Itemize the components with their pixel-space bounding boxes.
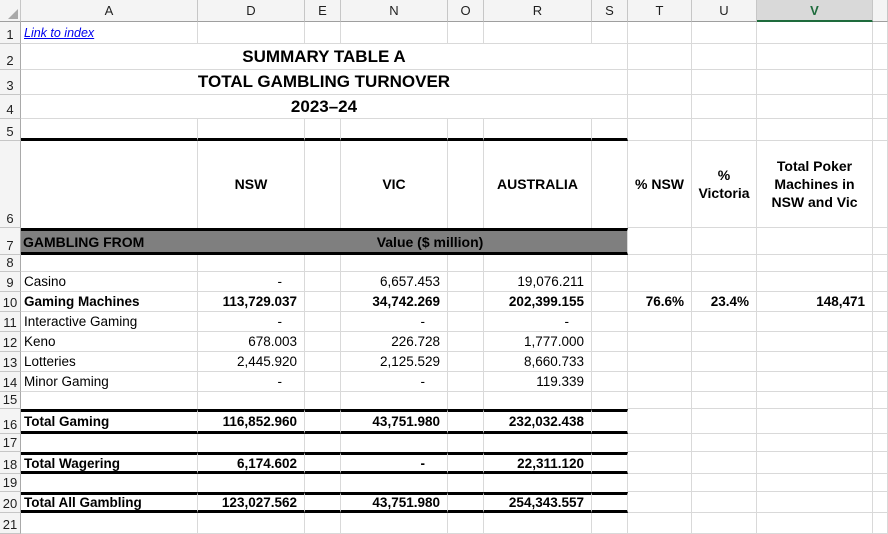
empty-cell[interactable]: [757, 255, 873, 272]
cell-header-pct-nsw[interactable]: % NSW: [628, 141, 692, 228]
row-21: [0, 513, 888, 534]
cell-total-wagering-australia[interactable]: 22,311.120: [484, 452, 592, 474]
cell-total-all-gambling-nsw[interactable]: 123,027.562: [198, 492, 305, 513]
cell-keno-vic[interactable]: 226.728: [341, 332, 448, 352]
cell-total-gaming-label[interactable]: Total Gaming: [21, 409, 198, 434]
empty-cell[interactable]: [448, 141, 484, 228]
select-all-corner[interactable]: [0, 0, 21, 22]
empty-cell[interactable]: [448, 312, 484, 332]
empty-cell[interactable]: [484, 255, 592, 272]
empty-cell[interactable]: [692, 372, 757, 392]
empty-cell[interactable]: [692, 452, 757, 474]
empty-cell[interactable]: [873, 272, 888, 292]
empty-cell[interactable]: [873, 22, 888, 44]
empty-cell[interactable]: [757, 95, 873, 119]
empty-cell[interactable]: [484, 474, 592, 492]
empty-cell[interactable]: [757, 119, 873, 141]
empty-cell[interactable]: [305, 474, 341, 492]
row-10: [0, 292, 888, 312]
empty-cell[interactable]: [341, 119, 448, 141]
empty-cell[interactable]: [692, 332, 757, 352]
empty-cell[interactable]: [628, 513, 692, 534]
empty-cell[interactable]: [484, 22, 592, 44]
empty-cell[interactable]: [692, 352, 757, 372]
empty-cell[interactable]: [592, 119, 628, 141]
empty-cell[interactable]: [873, 392, 888, 409]
row-6: [0, 141, 888, 228]
empty-cell[interactable]: [21, 141, 198, 228]
empty-cell[interactable]: [757, 409, 873, 434]
empty-cell[interactable]: [341, 474, 448, 492]
empty-cell[interactable]: [305, 119, 341, 141]
row-number-15[interactable]: 15: [0, 392, 21, 409]
cell-lotteries-label[interactable]: Lotteries: [21, 352, 198, 372]
empty-cell[interactable]: [873, 228, 888, 255]
cell-lotteries-australia[interactable]: 8,660.733: [484, 352, 592, 372]
empty-cell[interactable]: [592, 332, 628, 352]
empty-cell[interactable]: [628, 332, 692, 352]
row-number-6[interactable]: 6: [0, 141, 21, 228]
empty-cell[interactable]: [757, 70, 873, 95]
empty-cell[interactable]: [21, 119, 198, 141]
cell-total-wagering-vic[interactable]: -: [341, 452, 448, 474]
row-number-7[interactable]: 7: [0, 228, 21, 255]
cell-total-wagering-nsw[interactable]: 6,174.602: [198, 452, 305, 474]
empty-cell[interactable]: [484, 392, 592, 409]
empty-cell[interactable]: [692, 409, 757, 434]
empty-cell[interactable]: [757, 513, 873, 534]
cell-minor-gaming-label[interactable]: Minor Gaming: [21, 372, 198, 392]
empty-cell[interactable]: [305, 312, 341, 332]
empty-cell[interactable]: [592, 513, 628, 534]
empty-cell[interactable]: [692, 70, 757, 95]
empty-cell[interactable]: [873, 452, 888, 474]
cell-casino-vic[interactable]: 6,657.453: [341, 272, 448, 292]
empty-cell[interactable]: [628, 352, 692, 372]
row-number-4[interactable]: 4: [0, 95, 21, 119]
cell-poker-machines-value[interactable]: 148,471: [757, 292, 873, 312]
empty-cell[interactable]: [757, 22, 873, 44]
empty-cell[interactable]: [628, 492, 692, 513]
empty-cell[interactable]: [592, 255, 628, 272]
empty-cell[interactable]: [305, 141, 341, 228]
empty-cell[interactable]: [757, 228, 873, 255]
row-11: [0, 312, 888, 332]
empty-cell[interactable]: [628, 392, 692, 409]
empty-cell[interactable]: [757, 452, 873, 474]
title-total-gambling-turnover[interactable]: TOTAL GAMBLING TURNOVER: [21, 70, 628, 95]
empty-cell[interactable]: [341, 434, 448, 452]
row-15: [0, 392, 888, 409]
column-header-T[interactable]: T: [628, 0, 692, 22]
empty-cell[interactable]: [198, 22, 305, 44]
empty-cell[interactable]: [757, 352, 873, 372]
empty-cell[interactable]: [21, 255, 198, 272]
empty-cell[interactable]: [305, 292, 341, 312]
empty-cell[interactable]: [592, 141, 628, 228]
cell-interactive-gaming-nsw[interactable]: -: [198, 312, 305, 332]
cell-interactive-gaming-label[interactable]: Interactive Gaming: [21, 312, 198, 332]
empty-cell[interactable]: [592, 312, 628, 332]
row-number-13[interactable]: 13: [0, 352, 21, 372]
row-2: [0, 44, 888, 70]
empty-cell[interactable]: [873, 492, 888, 513]
cell-total-gaming-australia[interactable]: 232,032.438: [484, 409, 592, 434]
row-number-21[interactable]: 21: [0, 513, 21, 534]
empty-cell[interactable]: [628, 434, 692, 452]
row-7: [0, 228, 888, 255]
row-5: [0, 119, 888, 141]
empty-cell[interactable]: [692, 272, 757, 292]
empty-cell[interactable]: [757, 434, 873, 452]
column-header-R[interactable]: R: [484, 0, 592, 22]
empty-cell[interactable]: [198, 434, 305, 452]
empty-cell[interactable]: [873, 312, 888, 332]
empty-cell[interactable]: [873, 332, 888, 352]
empty-cell[interactable]: [305, 272, 341, 292]
empty-cell[interactable]: [448, 452, 484, 474]
empty-cell[interactable]: [448, 352, 484, 372]
cell-gaming-machines-australia[interactable]: 202,399.155: [484, 292, 592, 312]
empty-cell[interactable]: [448, 332, 484, 352]
cell-total-gaming-vic[interactable]: 43,751.980: [341, 409, 448, 434]
empty-cell[interactable]: [757, 474, 873, 492]
row-20: [0, 492, 888, 513]
row-number-14[interactable]: 14: [0, 372, 21, 392]
empty-cell[interactable]: [628, 119, 692, 141]
empty-cell[interactable]: [448, 372, 484, 392]
empty-cell[interactable]: [305, 434, 341, 452]
cell-link-to-index[interactable]: [21, 22, 198, 44]
empty-cell[interactable]: [484, 434, 592, 452]
cell-total-gaming-nsw[interactable]: 116,852.960: [198, 409, 305, 434]
empty-cell[interactable]: [628, 372, 692, 392]
empty-cell[interactable]: [873, 70, 888, 95]
empty-cell[interactable]: [484, 513, 592, 534]
row-number-20[interactable]: 20: [0, 492, 21, 513]
empty-cell[interactable]: [305, 372, 341, 392]
empty-cell[interactable]: [305, 255, 341, 272]
cell-keno-nsw[interactable]: 678.003: [198, 332, 305, 352]
row-number-11[interactable]: 11: [0, 312, 21, 332]
empty-cell[interactable]: [628, 474, 692, 492]
empty-cell[interactable]: [873, 434, 888, 452]
empty-cell[interactable]: [628, 22, 692, 44]
row-13: [0, 352, 888, 372]
empty-cell[interactable]: [305, 392, 341, 409]
empty-cell[interactable]: [873, 513, 888, 534]
empty-cell[interactable]: [692, 312, 757, 332]
banner-gambling-from: GAMBLING FROM: [23, 233, 145, 250]
empty-cell[interactable]: [448, 492, 484, 513]
empty-cell[interactable]: [692, 492, 757, 513]
cell-minor-gaming-vic[interactable]: -: [341, 372, 448, 392]
empty-cell[interactable]: [628, 70, 692, 95]
column-header-D[interactable]: D: [198, 0, 305, 22]
row-17: [0, 434, 888, 452]
cell-minor-gaming-nsw[interactable]: -: [198, 372, 305, 392]
empty-cell[interactable]: [873, 372, 888, 392]
empty-cell[interactable]: [873, 44, 888, 70]
row-16: [0, 409, 888, 434]
empty-cell[interactable]: [448, 434, 484, 452]
cell-total-wagering-label[interactable]: Total Wagering: [21, 452, 198, 474]
cell-casino-nsw[interactable]: -: [198, 272, 305, 292]
cell-keno-label[interactable]: Keno: [21, 332, 198, 352]
cell-gaming-machines-vic[interactable]: 34,742.269: [341, 292, 448, 312]
empty-cell[interactable]: [448, 272, 484, 292]
empty-cell[interactable]: [21, 392, 198, 409]
empty-cell[interactable]: [198, 513, 305, 534]
empty-cell[interactable]: [628, 95, 692, 119]
row-1: [0, 22, 888, 44]
empty-cell[interactable]: [628, 272, 692, 292]
row-number-16[interactable]: 16: [0, 409, 21, 434]
empty-cell[interactable]: [692, 22, 757, 44]
title-summary-table[interactable]: SUMMARY TABLE A: [21, 44, 628, 70]
row-number-1[interactable]: 1: [0, 22, 21, 44]
empty-cell[interactable]: [692, 474, 757, 492]
empty-cell[interactable]: [592, 372, 628, 392]
cell-total-all-gambling-vic[interactable]: 43,751.980: [341, 492, 448, 513]
row-number-2[interactable]: 2: [0, 44, 21, 70]
column-header-A[interactable]: A: [21, 0, 198, 22]
row-number-19[interactable]: 19: [0, 474, 21, 492]
empty-cell[interactable]: [757, 492, 873, 513]
column-header-E[interactable]: E: [305, 0, 341, 22]
cell-gaming-machines-nsw[interactable]: 113,729.037: [198, 292, 305, 312]
empty-cell[interactable]: [628, 44, 692, 70]
empty-cell[interactable]: [305, 452, 341, 474]
empty-cell[interactable]: [592, 474, 628, 492]
cell-header-poker-machines[interactable]: Total Poker Machines in NSW and Vic: [757, 141, 873, 228]
cell-minor-gaming-australia[interactable]: 119.339: [484, 372, 592, 392]
cell-gambling-from-banner[interactable]: [21, 228, 628, 255]
empty-cell[interactable]: [592, 392, 628, 409]
empty-cell[interactable]: [305, 513, 341, 534]
empty-cell[interactable]: [692, 513, 757, 534]
banner-value-million: Value ($ million): [376, 233, 484, 250]
column-header-O[interactable]: O: [448, 0, 484, 22]
empty-cell[interactable]: [198, 474, 305, 492]
row-number-5[interactable]: 5: [0, 119, 21, 141]
empty-cell[interactable]: [873, 95, 888, 119]
cell-header-pct-victoria[interactable]: % Victoria: [692, 141, 757, 228]
empty-cell[interactable]: [628, 452, 692, 474]
cell-keno-australia[interactable]: 1,777.000: [484, 332, 592, 352]
empty-cell[interactable]: [757, 392, 873, 409]
row-8: [0, 255, 888, 272]
empty-cell[interactable]: [692, 255, 757, 272]
empty-cell[interactable]: [448, 292, 484, 312]
cell-header-australia[interactable]: AUSTRALIA: [484, 141, 592, 228]
cell-total-all-gambling-australia[interactable]: 254,343.557: [484, 492, 592, 513]
column-header-S[interactable]: S: [592, 0, 628, 22]
empty-cell[interactable]: [757, 44, 873, 70]
empty-cell[interactable]: [448, 22, 484, 44]
empty-cell[interactable]: [21, 434, 198, 452]
empty-cell[interactable]: [692, 392, 757, 409]
empty-cell[interactable]: [592, 409, 628, 434]
empty-cell[interactable]: [448, 474, 484, 492]
link-to-index[interactable]: Link to index: [24, 25, 95, 40]
cell-total-all-gambling-label[interactable]: Total All Gambling: [21, 492, 198, 513]
empty-cell[interactable]: [305, 332, 341, 352]
empty-cell[interactable]: [628, 255, 692, 272]
empty-cell[interactable]: [21, 474, 198, 492]
empty-cell[interactable]: [592, 22, 628, 44]
empty-cell[interactable]: [628, 409, 692, 434]
empty-cell[interactable]: [448, 255, 484, 272]
empty-cell[interactable]: [341, 392, 448, 409]
empty-cell[interactable]: [198, 255, 305, 272]
cell-header-nsw[interactable]: NSW: [198, 141, 305, 228]
cell-casino-australia[interactable]: 19,076.211: [484, 272, 592, 292]
column-header-partial[interactable]: [873, 0, 888, 22]
empty-cell[interactable]: [341, 513, 448, 534]
row-19: [0, 474, 888, 492]
empty-cell[interactable]: [757, 372, 873, 392]
empty-cell[interactable]: [592, 272, 628, 292]
cell-lotteries-vic[interactable]: 2,125.529: [341, 352, 448, 372]
row-3: [0, 70, 888, 95]
empty-cell[interactable]: [873, 255, 888, 272]
empty-cell[interactable]: [341, 22, 448, 44]
empty-cell[interactable]: [592, 292, 628, 312]
empty-cell[interactable]: [305, 22, 341, 44]
row-18: [0, 452, 888, 474]
cell-header-vic[interactable]: VIC: [341, 141, 448, 228]
cell-gaming-machines-label[interactable]: Gaming Machines: [21, 292, 198, 312]
empty-cell[interactable]: [592, 452, 628, 474]
empty-cell[interactable]: [305, 352, 341, 372]
column-header-U[interactable]: U: [692, 0, 757, 22]
column-header-strip: [0, 0, 888, 22]
row-number-8[interactable]: 8: [0, 255, 21, 272]
empty-cell[interactable]: [21, 513, 198, 534]
empty-cell[interactable]: [873, 409, 888, 434]
row-12: [0, 332, 888, 352]
row-9: [0, 272, 888, 292]
cell-casino-label[interactable]: Casino: [21, 272, 198, 292]
empty-cell[interactable]: [873, 474, 888, 492]
empty-cell[interactable]: [873, 119, 888, 141]
empty-cell[interactable]: [448, 392, 484, 409]
empty-cell[interactable]: [692, 119, 757, 141]
cell-pct-victoria-value[interactable]: 23.4%: [692, 292, 757, 312]
empty-cell[interactable]: [692, 434, 757, 452]
empty-cell[interactable]: [873, 352, 888, 372]
empty-cell[interactable]: [692, 44, 757, 70]
empty-cell[interactable]: [757, 332, 873, 352]
empty-cell[interactable]: [757, 312, 873, 332]
empty-cell[interactable]: [448, 513, 484, 534]
column-header-V-selected[interactable]: V: [757, 0, 873, 22]
empty-cell[interactable]: [198, 392, 305, 409]
row-number-12[interactable]: 12: [0, 332, 21, 352]
empty-cell[interactable]: [873, 141, 888, 228]
cell-interactive-gaming-australia[interactable]: -: [484, 312, 592, 332]
row-number-10[interactable]: 10: [0, 292, 21, 312]
empty-cell[interactable]: [448, 409, 484, 434]
empty-cell[interactable]: [305, 492, 341, 513]
row-number-17[interactable]: 17: [0, 434, 21, 452]
empty-cell[interactable]: [341, 255, 448, 272]
empty-cell[interactable]: [448, 119, 484, 141]
empty-cell[interactable]: [592, 492, 628, 513]
cell-lotteries-nsw[interactable]: 2,445.920: [198, 352, 305, 372]
empty-cell[interactable]: [305, 409, 341, 434]
empty-cell[interactable]: [198, 119, 305, 141]
empty-cell[interactable]: [484, 119, 592, 141]
row-number-9[interactable]: 9: [0, 272, 21, 292]
empty-cell[interactable]: [628, 312, 692, 332]
empty-cell[interactable]: [757, 272, 873, 292]
row-4: [0, 95, 888, 119]
empty-cell[interactable]: [592, 352, 628, 372]
cell-interactive-gaming-vic[interactable]: -: [341, 312, 448, 332]
cell-pct-nsw-value[interactable]: 76.6%: [628, 292, 692, 312]
select-all-triangle-icon: [8, 9, 18, 19]
row-number-18[interactable]: 18: [0, 452, 21, 474]
empty-cell[interactable]: [592, 434, 628, 452]
title-year[interactable]: 2023–24: [21, 95, 628, 119]
row-number-3[interactable]: 3: [0, 70, 21, 95]
column-header-N[interactable]: N: [341, 0, 448, 22]
row-14: [0, 372, 888, 392]
empty-cell[interactable]: [692, 95, 757, 119]
empty-cell[interactable]: [873, 292, 888, 312]
